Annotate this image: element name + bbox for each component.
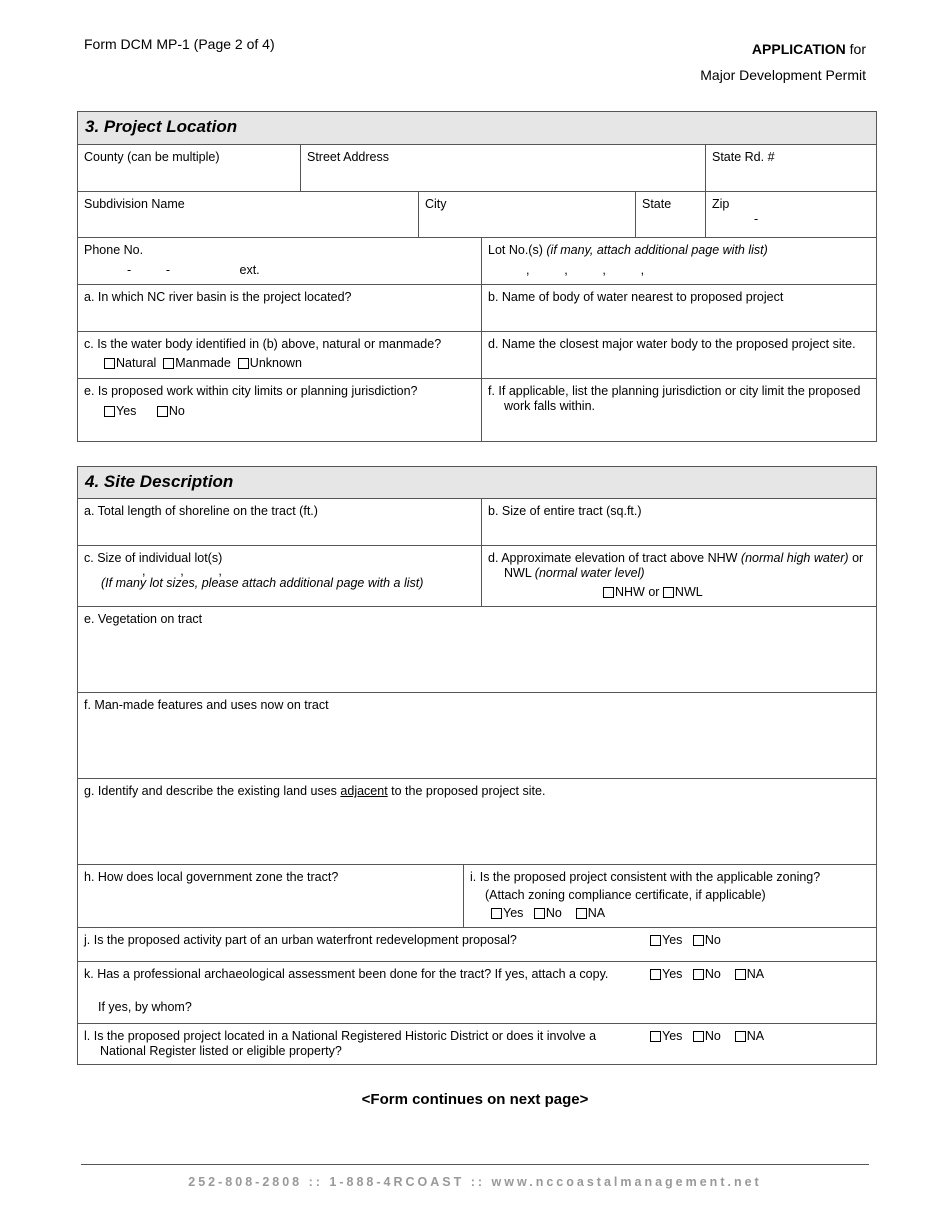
state-rd-label: State Rd. # xyxy=(712,150,775,164)
elevation-nhw-note: (normal high water) xyxy=(740,551,849,565)
adjacent-land-use-label: g. Identify and describe the existing land uses xyxy=(84,784,341,798)
historic-district-label-line1: l. Is the proposed project located in a National Registered Historic District or does it involve a xyxy=(84,1029,597,1043)
form-subtitle: Major Development Permit xyxy=(700,67,866,83)
manmade-label: Manmade xyxy=(175,356,231,370)
phone-label: Phone No. xyxy=(84,243,144,257)
historic-district-field xyxy=(78,1024,876,1064)
zoning-na-label: NA xyxy=(587,906,606,920)
zoning-consistency-note: (Attach zoning compliance certificate, if applicable) xyxy=(485,888,766,902)
elevation-nwl: NWL xyxy=(504,566,535,580)
footer-contact: 252-808-2808 :: 1-888-4RCOAST :: www.nccoastalmanagement.net xyxy=(188,1175,762,1189)
state-label: State xyxy=(642,197,672,211)
archaeology-label: k. Has a professional archaeological assessment been done for the tract? If yes, attach a copy. xyxy=(84,967,609,981)
lot-size-label: c. Size of individual lot(s) xyxy=(84,551,223,565)
archaeology-na-checkbox[interactable] xyxy=(735,969,746,980)
unknown-checkbox[interactable] xyxy=(238,358,249,369)
historic-na-label: NA xyxy=(746,1029,765,1043)
archaeology-yes-label: Yes xyxy=(662,967,683,981)
form-continues-note: <Form continues on next page> xyxy=(361,1091,589,1108)
jurisdiction-field[interactable] xyxy=(482,379,876,441)
manmade-checkbox[interactable] xyxy=(163,358,174,369)
section-4-title: 4. Site Description xyxy=(78,467,876,499)
waterfront-no-checkbox[interactable] xyxy=(693,935,704,946)
manmade-features-field[interactable] xyxy=(78,693,876,779)
zoning-yes-label: Yes xyxy=(503,906,524,920)
nwl-label: NWL xyxy=(674,585,703,599)
tract-size-field[interactable] xyxy=(482,499,876,546)
county-field[interactable] xyxy=(78,145,301,192)
river-basin-label: a. In which NC river basin is the project located? xyxy=(84,290,352,304)
nhw-label: NHW or xyxy=(615,585,663,599)
city-field[interactable] xyxy=(419,192,636,238)
elevation-field xyxy=(482,546,876,607)
archaeology-na-label: NA xyxy=(746,967,765,981)
zip-field[interactable] xyxy=(706,192,876,238)
adjacent-underlined: adjacent xyxy=(340,784,388,798)
elevation-nwl-note: (normal water level) xyxy=(534,566,645,580)
subdivision-label: Subdivision Name xyxy=(84,197,185,211)
lot-size-format: , , , xyxy=(142,564,222,578)
county-label: County (can be multiple) xyxy=(84,150,220,164)
waterfront-yes-label: Yes xyxy=(662,933,683,947)
historic-yes-label: Yes xyxy=(662,1029,683,1043)
zoning-na-checkbox[interactable] xyxy=(576,908,587,919)
lot-note: (if many, attach additional page with list) xyxy=(546,243,768,257)
form-title-rest: for xyxy=(845,41,866,57)
vegetation-label: e. Vegetation on tract xyxy=(84,612,203,626)
state-rd-field[interactable] xyxy=(706,145,876,192)
unknown-label: Unknown xyxy=(249,356,302,370)
lot-format: , , , , xyxy=(526,263,645,277)
historic-no-label: No xyxy=(704,1029,721,1043)
nwl-checkbox[interactable] xyxy=(663,587,674,598)
section-project-location xyxy=(77,111,877,442)
historic-district-label-line2: National Register listed or eligible property? xyxy=(100,1044,342,1058)
street-address-field[interactable] xyxy=(301,145,706,192)
water-type-label: c. Is the water body identified in (b) above, natural or manmade? xyxy=(84,337,442,351)
archaeology-no-checkbox[interactable] xyxy=(693,969,704,980)
city-label: City xyxy=(425,197,447,211)
city-limits-no-label: No xyxy=(168,404,185,418)
lot-label: Lot No.(s) xyxy=(488,243,543,257)
state-field[interactable] xyxy=(636,192,706,238)
major-water-field[interactable] xyxy=(482,332,876,379)
lot-numbers-field[interactable] xyxy=(482,238,876,285)
zip-dash: - xyxy=(754,212,759,226)
tract-size-label: b. Size of entire tract (sq.ft.) xyxy=(488,504,642,518)
adjacent-land-use-label-end: to the proposed project site. xyxy=(387,784,546,798)
zoning-no-label: No xyxy=(545,906,562,920)
zoning-no-checkbox[interactable] xyxy=(534,908,545,919)
archaeology-yes-checkbox[interactable] xyxy=(650,969,661,980)
historic-no-checkbox[interactable] xyxy=(693,1031,704,1042)
shoreline-length-label: a. Total length of shoreline on the tract (ft.) xyxy=(84,504,318,518)
city-limits-field xyxy=(78,379,482,441)
section-3-title: 3. Project Location xyxy=(78,112,876,145)
phone-format: - - ext. xyxy=(127,263,260,277)
waterfront-label: j. Is the proposed activity part of an urban waterfront redevelopment proposal? xyxy=(84,933,517,947)
phone-field[interactable] xyxy=(78,238,482,285)
city-limits-label: e. Is proposed work within city limits or planning jurisdiction? xyxy=(84,384,418,398)
manmade-features-label: f. Man-made features and uses now on tract xyxy=(84,698,329,712)
city-limits-yes-label: Yes xyxy=(116,404,137,418)
section-site-description xyxy=(77,466,877,1065)
archaeology-no-label: No xyxy=(704,967,721,981)
lot-size-field[interactable] xyxy=(78,546,482,607)
water-type-field xyxy=(78,332,482,379)
form-id: Form DCM MP-1 (Page 2 of 4) xyxy=(84,36,275,52)
historic-na-checkbox[interactable] xyxy=(735,1031,746,1042)
major-water-label: d. Name the closest major water body to the proposed project site. xyxy=(488,337,856,351)
jurisdiction-label-line2: work falls within. xyxy=(504,399,595,413)
form-title-bold: APPLICATION xyxy=(751,41,846,57)
city-limits-no-checkbox[interactable] xyxy=(157,406,168,417)
city-limits-yes-checkbox[interactable] xyxy=(104,406,115,417)
river-basin-field[interactable] xyxy=(78,285,482,332)
form-title xyxy=(700,36,866,88)
subdivision-field[interactable] xyxy=(78,192,419,238)
elevation-or: or xyxy=(848,551,864,565)
waterfront-no-label: No xyxy=(704,933,721,947)
street-address-label: Street Address xyxy=(307,150,389,164)
jurisdiction-label-line1: f. If applicable, list the planning jurisdiction or city limit the proposed xyxy=(488,384,861,398)
zoning-field[interactable] xyxy=(78,865,464,928)
waterfront-yes-checkbox[interactable] xyxy=(650,935,661,946)
historic-yes-checkbox[interactable] xyxy=(650,1031,661,1042)
lot-size-note: (If many lot sizes, please attach additional page with a list) xyxy=(101,576,424,590)
footer-divider xyxy=(81,1164,869,1165)
nearest-water-field[interactable] xyxy=(482,285,876,332)
archaeology-field xyxy=(78,962,876,1024)
adjacent-land-use-field[interactable] xyxy=(78,779,876,865)
zoning-consistency-field xyxy=(464,865,876,928)
zoning-yes-checkbox[interactable] xyxy=(491,908,502,919)
natural-label: Natural xyxy=(116,356,157,370)
zoning-label: h. How does local government zone the tract? xyxy=(84,870,339,884)
natural-checkbox[interactable] xyxy=(104,358,115,369)
vegetation-field[interactable] xyxy=(78,607,876,693)
shoreline-length-field[interactable] xyxy=(78,499,482,546)
nhw-checkbox[interactable] xyxy=(603,587,614,598)
waterfront-field xyxy=(78,928,876,962)
zip-label: Zip xyxy=(712,197,730,211)
archaeology-whom[interactable]: If yes, by whom? xyxy=(98,1000,192,1014)
nearest-water-label: b. Name of body of water nearest to proposed project xyxy=(488,290,784,304)
elevation-label: d. Approximate elevation of tract above NHW xyxy=(488,551,741,565)
zoning-consistency-label: i. Is the proposed project consistent with the applicable zoning? xyxy=(470,870,821,884)
